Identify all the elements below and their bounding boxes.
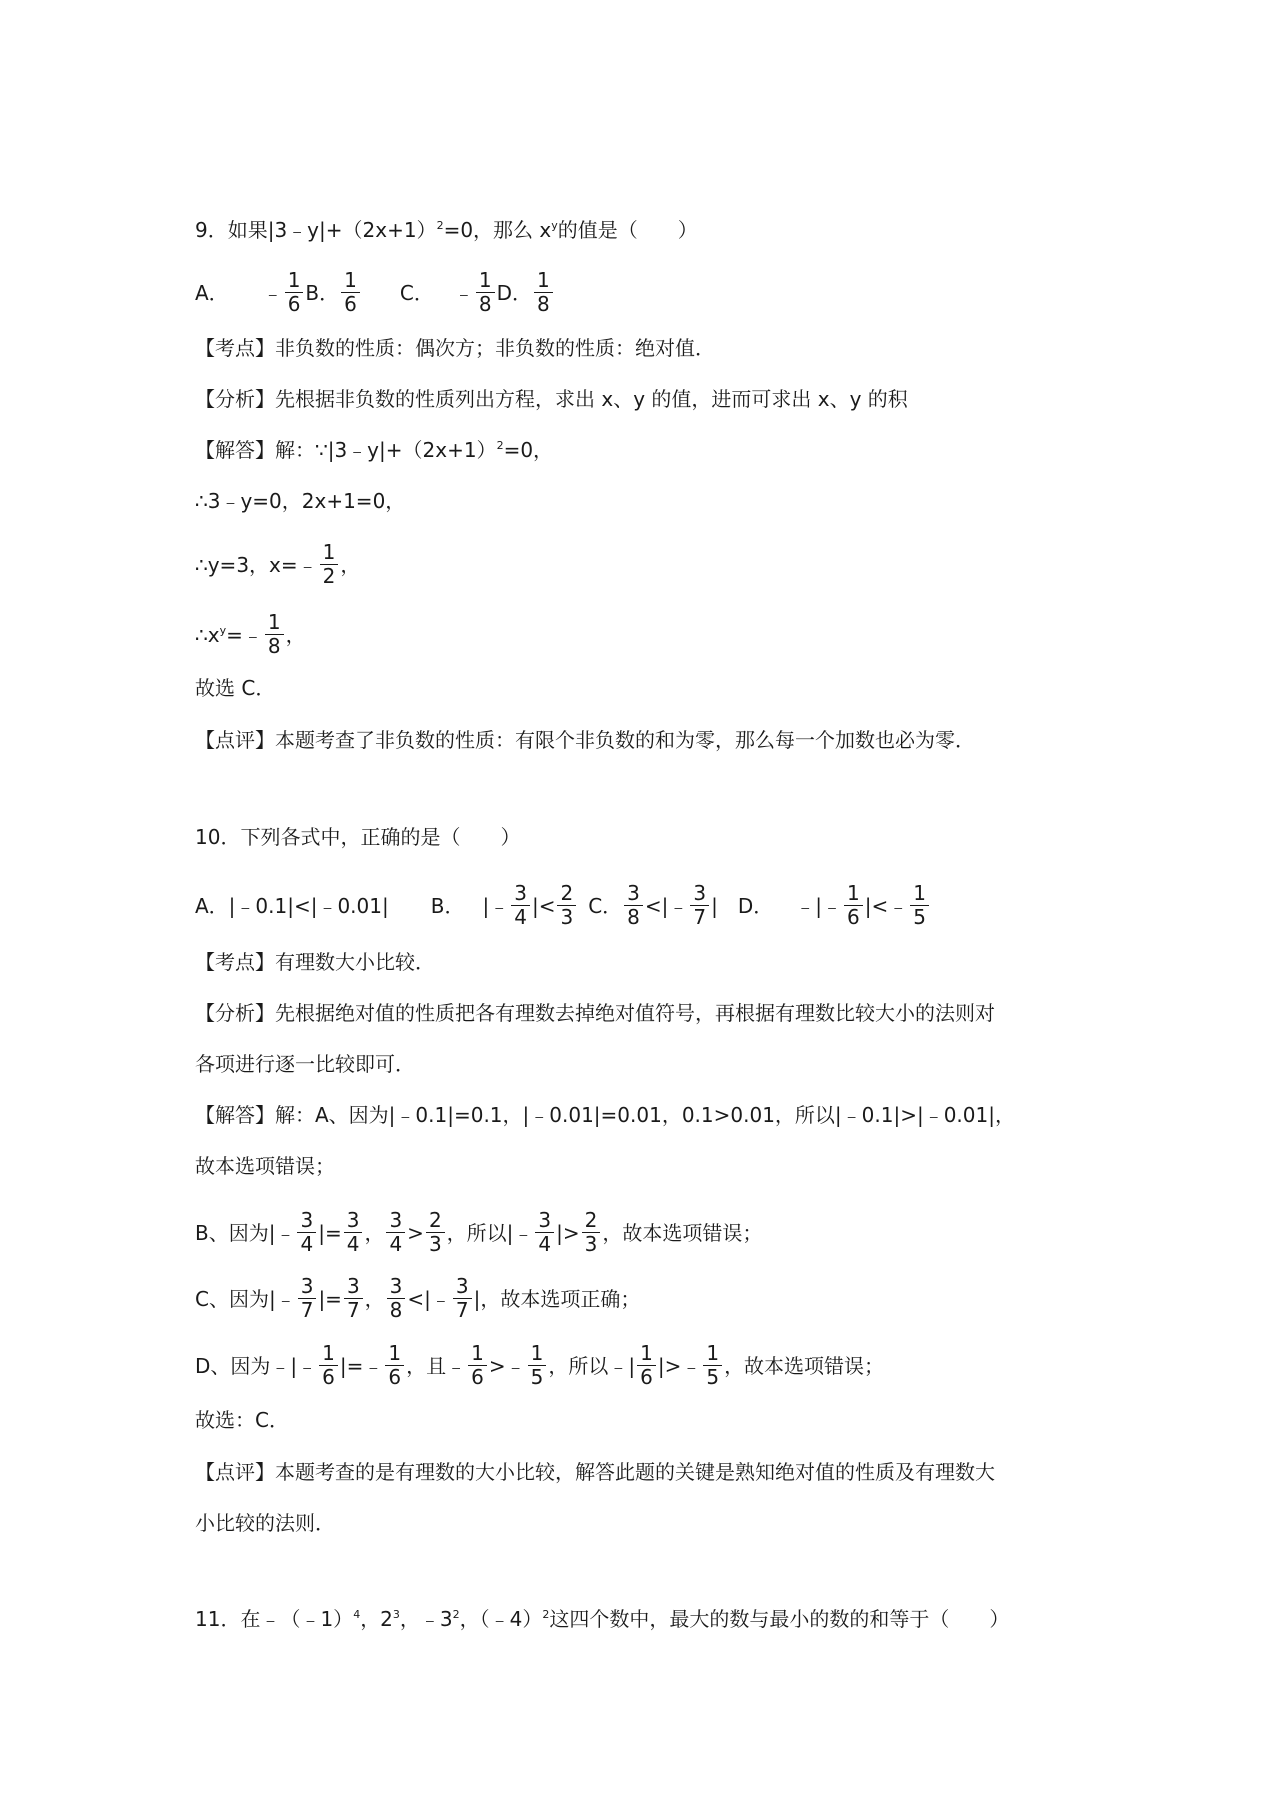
q9-option-c-sign: ﹣ — [453, 280, 474, 305]
q10-c-frac-3: $\frac{3}{8}$ — [387, 1276, 406, 1321]
q10-option-d-fraction-2: $\frac{1}{5}$ — [910, 883, 929, 928]
q9-stem-text-2: =0，那么 x — [443, 218, 552, 242]
q9-step-2-fraction: $\frac{1}{2}$ — [320, 542, 339, 587]
q9-option-c-label: C． — [399, 280, 434, 305]
q10-choose: 故选：C． — [195, 1408, 289, 1432]
q9-option-d-fraction: $\frac{1}{8}$ — [534, 270, 553, 315]
q9-options — [195, 270, 555, 315]
q10-option-b-fraction-2: $\frac{2}{3}$ — [557, 883, 576, 928]
q10-b-frac-3: $\frac{3}{4}$ — [386, 1210, 405, 1255]
q9-jieda: 【解答】解：∵|3﹣y|+（2x+1） $^2$ =0， — [195, 438, 554, 462]
q10-b-frac-6: $\frac{2}{3}$ — [582, 1210, 601, 1255]
q9-fenxi: 【分析】先根据非负数的性质列出方程，求出 x、y 的值，进而可求出 x、y 的积 — [195, 387, 908, 411]
q9-kaodian: 【考点】非负数的性质：偶次方；非负数的性质：绝对值． — [195, 336, 715, 360]
q10-option-b-fraction-1: $\frac{3}{4}$ — [511, 883, 530, 928]
q9-stem-exp: 2 — [436, 219, 444, 232]
q10-d-frac-6: $\frac{1}{5}$ — [703, 1343, 722, 1388]
q9-option-b-label: B． — [305, 280, 340, 305]
q9-option-d-label: D． — [496, 280, 532, 305]
q9-option-c-fraction: $\frac{1}{8}$ — [476, 270, 495, 315]
q10-c-frac-2: $\frac{3}{7}$ — [344, 1276, 363, 1321]
q10-jieda-1: 【解答】解：A、因为|﹣0.1|=0.1，|﹣0.01|=0.01，0.1>0.01，所以|﹣0.1|>|﹣0.01|， — [195, 1103, 1015, 1127]
q10-d-frac-5: $\frac{1}{6}$ — [637, 1343, 656, 1388]
q9-stem-exp-y: y — [551, 219, 558, 232]
q9-option-a-fraction: $\frac{1}{6}$ — [285, 270, 304, 315]
q10-option-a: A．|﹣0.1|<|﹣0.01| — [195, 893, 389, 918]
q10-b-explanation: B、因为|﹣ $\frac{3}{4}$ |= $\frac{3}{4}$ ， $\frac{3}{4}$ > $\frac{2}{3}$ ，所以|﹣ $\frac{3}{4}$ |> $\frac{2}{3}$ ，故本选项错误； — [195, 1208, 763, 1256]
q10-option-d-fraction-1: $\frac{1}{6}$ — [844, 883, 863, 928]
q10-c-frac-1: $\frac{3}{7}$ — [298, 1276, 317, 1321]
q10-b-frac-1: $\frac{3}{4}$ — [297, 1210, 316, 1255]
q9-choose: 故选 C． — [195, 676, 276, 700]
q10-fenxi-1: 【分析】先根据绝对值的性质把各有理数去掉绝对值符号，再根据有理数比较大小的法则对 — [195, 1001, 995, 1025]
q9-step-3: ∴x $^y$ =﹣ $\frac{1}{8}$ ， — [195, 610, 306, 658]
q10-d-frac-3: $\frac{1}{6}$ — [468, 1343, 487, 1388]
q10-kaodian: 【考点】有理数大小比较． — [195, 950, 435, 974]
q10-c-explanation: C、因为|﹣ $\frac{3}{7}$ |= $\frac{3}{7}$ ， $\frac{3}{8}$ <|﹣ $\frac{3}{7}$ |，故本选项正确； — [195, 1274, 641, 1322]
q9-step-3-fraction: $\frac{1}{8}$ — [265, 612, 284, 657]
q10-stem: 10．下列各式中，正确的是（ ） — [195, 825, 521, 849]
q10-c-frac-4: $\frac{3}{7}$ — [453, 1276, 472, 1321]
q9-dianping: 【点评】本题考查了非负数的性质：有限个非负数的和为零，那么每一个加数也必为零． — [195, 728, 975, 752]
q10-dianping-2: 小比较的法则． — [195, 1511, 335, 1535]
q10-option-c-fraction-2: $\frac{3}{7}$ — [690, 883, 709, 928]
q9-option-a-sign: ﹣ — [262, 280, 283, 305]
q9-option-b-fraction: $\frac{1}{6}$ — [341, 270, 360, 315]
q10-d-explanation: D、因为﹣|﹣ $\frac{1}{6}$ |=﹣ $\frac{1}{6}$ ，且﹣ $\frac{1}{6}$ >﹣ $\frac{1}{5}$ ，所以﹣| $\frac{1}{6}$ |>﹣ $\frac{1}{5}$ ，故本选项错误； — [195, 1341, 885, 1389]
q10-jieda-2: 故本选项错误； — [195, 1154, 335, 1178]
q10-d-frac-4: $\frac{1}{5}$ — [528, 1343, 547, 1388]
q9-step-1: ∴3﹣y=0，2x+1=0， — [195, 489, 406, 513]
q11-stem: 11．在﹣（﹣1） $^4$ ，2 $^3$ ，﹣3 $^2$ ，（﹣4） $^2$ 这四个数中，最大的数与最小的数的和等于（ ） — [195, 1607, 1010, 1631]
q10-fenxi-2: 各项进行逐一比较即可． — [195, 1052, 415, 1076]
q10-option-c-fraction-1: $\frac{3}{8}$ — [624, 883, 643, 928]
q10-d-frac-2: $\frac{1}{6}$ — [385, 1343, 404, 1388]
q10-b-frac-4: $\frac{2}{3}$ — [426, 1210, 445, 1255]
q10-d-frac-1: $\frac{1}{6}$ — [319, 1343, 338, 1388]
q10-b-frac-2: $\frac{3}{4}$ — [344, 1210, 363, 1255]
q9-step-2: ∴y=3，x=﹣ $\frac{1}{2}$ ， — [195, 540, 361, 588]
q10-option-b-label: B． — [430, 893, 465, 918]
q9-stem-text-3: 的值是（ ） — [557, 218, 698, 242]
q9-stem — [195, 216, 698, 244]
q10-option-d-label: D． — [737, 893, 774, 918]
q10-option-c-label: C． — [588, 893, 623, 918]
q10-b-frac-5: $\frac{3}{4}$ — [535, 1210, 554, 1255]
q9-option-a-label: A． — [195, 280, 229, 305]
q10-dianping-1: 【点评】本题考查的是有理数的大小比较，解答此题的关键是熟知绝对值的性质及有理数大 — [195, 1460, 995, 1484]
q10-options: A．|﹣0.1|<|﹣0.01| B． |﹣ $\frac{3}{4}$ |< $\frac{2}{3}$ C． $\frac{3}{8}$ <|﹣ $\frac{3}{7}$ | D． ﹣|﹣ $\frac{1}{6}$ |<﹣ $\frac{1}{5}$ — [195, 883, 931, 928]
q9-stem-text-1: 9．如果|3﹣y|+（2x+1） — [195, 218, 437, 242]
